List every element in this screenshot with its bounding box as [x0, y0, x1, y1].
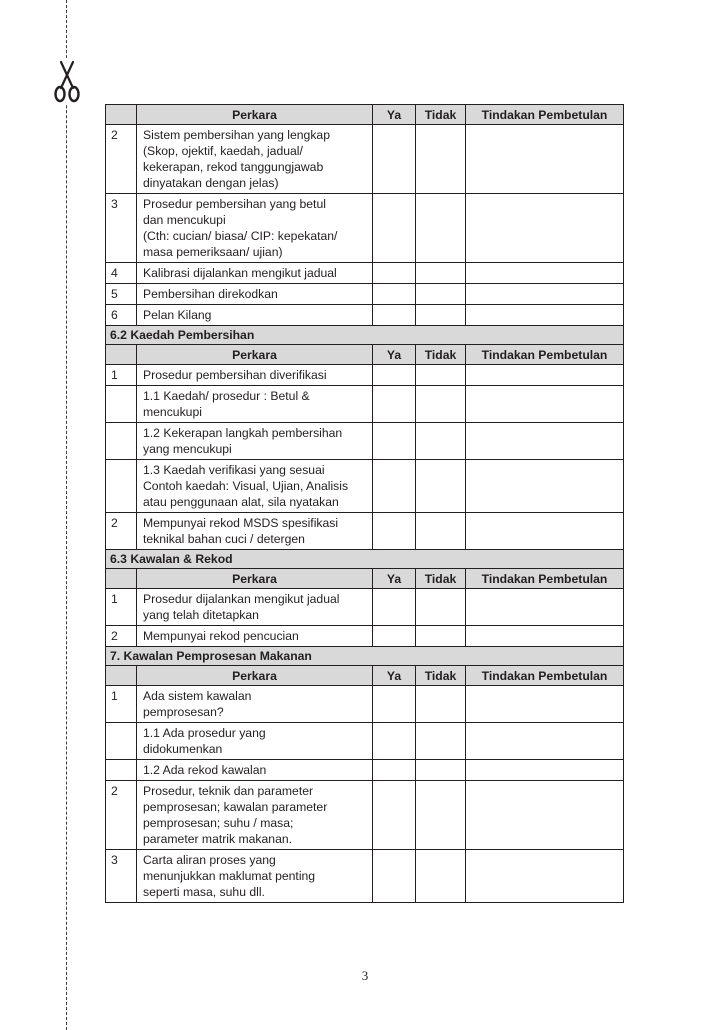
item-number: 5 — [106, 284, 137, 305]
item-text-line: Prosedur pembersihan diverifikasi — [143, 368, 327, 382]
scissors-icon — [52, 58, 82, 104]
table-row — [106, 781, 624, 850]
tidak-checkbox-cell[interactable] — [416, 365, 466, 386]
item-text-line: mencukupi — [143, 405, 202, 419]
tidak-checkbox-cell[interactable] — [416, 850, 466, 903]
item-text-line: didokumenkan — [143, 742, 223, 756]
tidak-checkbox-cell[interactable] — [416, 626, 466, 647]
table-row — [106, 850, 624, 903]
item-text-line: Sistem pembersihan yang lengkap — [143, 128, 330, 142]
table-row — [106, 263, 624, 284]
header-tidak: Tidak — [416, 569, 466, 589]
table-row — [106, 386, 624, 423]
item-text-line: Contoh kaedah: Visual, Ujian, Analisis — [143, 479, 349, 493]
tidak-checkbox-cell[interactable] — [416, 513, 466, 550]
item-text-line: 1.1 Kaedah/ prosedur : Betul & — [143, 389, 310, 403]
item-perkara — [137, 263, 373, 284]
page-number: 3 — [361, 968, 369, 983]
section-title-row — [106, 647, 624, 666]
header-ya: Ya — [373, 569, 416, 589]
tidak-checkbox-cell[interactable] — [416, 460, 466, 513]
ya-checkbox-cell[interactable] — [373, 760, 416, 781]
ya-checkbox-cell[interactable] — [373, 781, 416, 850]
header-tindakan-pembetulan: Tindakan Pembetulan — [466, 105, 624, 125]
item-perkara — [137, 723, 373, 760]
item-number — [106, 423, 137, 460]
header-ya: Ya — [373, 666, 416, 686]
tidak-checkbox-cell[interactable] — [416, 194, 466, 263]
item-number: 3 — [106, 194, 137, 263]
item-text-line: pemprosesan; suhu / masa; — [143, 816, 294, 830]
section-title: 6.2 Kaedah Pembersihan — [106, 326, 624, 345]
item-perkara — [137, 460, 373, 513]
checklist-table — [105, 104, 624, 903]
item-number: 1 — [106, 589, 137, 626]
tidak-checkbox-cell[interactable] — [416, 781, 466, 850]
ya-checkbox-cell[interactable] — [373, 850, 416, 903]
table-row — [106, 460, 624, 513]
item-perkara — [137, 850, 373, 903]
header-tidak: Tidak — [416, 345, 466, 365]
ya-checkbox-cell[interactable] — [373, 263, 416, 284]
item-text-line: Prosedur, teknik dan parameter — [143, 784, 314, 798]
header-no-cell — [106, 569, 137, 589]
header-tindakan-pembetulan: Tindakan Pembetulan — [466, 345, 624, 365]
tidak-checkbox-cell[interactable] — [416, 263, 466, 284]
tindakan-pembetulan-cell[interactable] — [466, 263, 624, 284]
section-title-row — [106, 326, 624, 345]
section-title: 7. Kawalan Pemprosesan Makanan — [106, 647, 624, 666]
tidak-checkbox-cell[interactable] — [416, 305, 466, 326]
table-row — [106, 626, 624, 647]
item-text-line: Carta aliran proses yang — [143, 853, 276, 867]
header-no-cell — [106, 345, 137, 365]
table-row — [106, 589, 624, 626]
table-header-row — [106, 105, 624, 125]
header-perkara: Perkara — [137, 105, 373, 125]
header-ya: Ya — [373, 105, 416, 125]
ya-checkbox-cell[interactable] — [373, 423, 416, 460]
item-perkara — [137, 423, 373, 460]
ya-checkbox-cell[interactable] — [373, 460, 416, 513]
table-header-row — [106, 345, 624, 365]
item-text-line: Pelan Kilang — [143, 308, 212, 322]
ya-checkbox-cell[interactable] — [373, 589, 416, 626]
item-perkara — [137, 194, 373, 263]
item-number — [106, 386, 137, 423]
item-perkara — [137, 686, 373, 723]
header-tindakan-pembetulan: Tindakan Pembetulan — [466, 569, 624, 589]
item-perkara — [137, 626, 373, 647]
item-perkara — [137, 760, 373, 781]
item-perkara — [137, 125, 373, 194]
tidak-checkbox-cell[interactable] — [416, 386, 466, 423]
tindakan-pembetulan-cell[interactable] — [466, 850, 624, 903]
item-number: 1 — [106, 686, 137, 723]
item-text-line: 1.1 Ada prosedur yang — [143, 726, 266, 740]
tindakan-pembetulan-cell[interactable] — [466, 365, 624, 386]
item-text-line: Prosedur dijalankan mengikut jadual — [143, 592, 340, 606]
tindakan-pembetulan-cell[interactable] — [466, 386, 624, 423]
item-text-line: 1.3 Kaedah verifikasi yang sesuai — [143, 463, 325, 477]
item-perkara — [137, 513, 373, 550]
item-text-line: yang mencukupi — [143, 442, 232, 456]
item-text-line: masa pemeriksaan/ ujian) — [143, 245, 283, 259]
tindakan-pembetulan-cell[interactable] — [466, 723, 624, 760]
item-number — [106, 460, 137, 513]
tidak-checkbox-cell[interactable] — [416, 723, 466, 760]
ya-checkbox-cell[interactable] — [373, 284, 416, 305]
item-text-line: dinyatakan dengan jelas) — [143, 176, 279, 190]
ya-checkbox-cell[interactable] — [373, 125, 416, 194]
header-tidak: Tidak — [416, 105, 466, 125]
item-number: 4 — [106, 263, 137, 284]
item-text-line: menunjukkan maklumat penting — [143, 869, 316, 883]
tindakan-pembetulan-cell[interactable] — [466, 194, 624, 263]
header-perkara: Perkara — [137, 345, 373, 365]
tindakan-pembetulan-cell[interactable] — [466, 781, 624, 850]
tidak-checkbox-cell[interactable] — [416, 686, 466, 723]
item-text-line: dan mencukupi — [143, 213, 226, 227]
item-text-line: seperti masa, suhu dll. — [143, 885, 265, 899]
item-perkara — [137, 781, 373, 850]
item-perkara — [137, 386, 373, 423]
tidak-checkbox-cell[interactable] — [416, 589, 466, 626]
ya-checkbox-cell[interactable] — [373, 513, 416, 550]
item-number: 2 — [106, 781, 137, 850]
item-text-line: yang telah ditetapkan — [143, 608, 259, 622]
item-perkara — [137, 305, 373, 326]
item-number: 1 — [106, 365, 137, 386]
tindakan-pembetulan-cell[interactable] — [466, 460, 624, 513]
tindakan-pembetulan-cell[interactable] — [466, 305, 624, 326]
header-ya: Ya — [373, 345, 416, 365]
ya-checkbox-cell[interactable] — [373, 626, 416, 647]
ya-checkbox-cell[interactable] — [373, 686, 416, 723]
item-number: 6 — [106, 305, 137, 326]
tindakan-pembetulan-cell[interactable] — [466, 423, 624, 460]
tindakan-pembetulan-cell[interactable] — [466, 686, 624, 723]
table-row — [106, 365, 624, 386]
header-perkara: Perkara — [137, 666, 373, 686]
table-row — [106, 125, 624, 194]
tidak-checkbox-cell[interactable] — [416, 284, 466, 305]
tidak-checkbox-cell[interactable] — [416, 760, 466, 781]
table-row — [106, 423, 624, 460]
item-text-line: (Skop, ojektif, kaedah, jadual/ — [143, 144, 303, 158]
header-no-cell — [106, 666, 137, 686]
ya-checkbox-cell[interactable] — [373, 305, 416, 326]
tidak-checkbox-cell[interactable] — [416, 125, 466, 194]
table-row — [106, 513, 624, 550]
item-perkara — [137, 284, 373, 305]
item-number: 2 — [106, 626, 137, 647]
item-text-line: (Cth: cucian/ biasa/ CIP: kepekatan/ — [143, 229, 338, 243]
item-text-line: Kalibrasi dijalankan mengikut jadual — [143, 266, 337, 280]
ya-checkbox-cell[interactable] — [373, 386, 416, 423]
item-number — [106, 723, 137, 760]
item-perkara — [137, 365, 373, 386]
item-text-line: pemprosesan? — [143, 705, 224, 719]
ya-checkbox-cell[interactable] — [373, 365, 416, 386]
item-text-line: Ada sistem kawalan — [143, 689, 252, 703]
item-text-line: 1.2 Ada rekod kawalan — [143, 763, 267, 777]
tindakan-pembetulan-cell[interactable] — [466, 626, 624, 647]
item-text-line: kekerapan, rekod tanggungjawab — [143, 160, 324, 174]
table-row — [106, 760, 624, 781]
tindakan-pembetulan-cell[interactable] — [466, 284, 624, 305]
tindakan-pembetulan-cell[interactable] — [466, 589, 624, 626]
item-number — [106, 760, 137, 781]
cut-line — [66, 0, 67, 1030]
header-tidak: Tidak — [416, 666, 466, 686]
header-tindakan-pembetulan: Tindakan Pembetulan — [466, 666, 624, 686]
table-row — [106, 194, 624, 263]
table-header-row — [106, 569, 624, 589]
item-text-line: teknikal bahan cuci / detergen — [143, 532, 305, 546]
item-text-line: Pembersihan direkodkan — [143, 287, 278, 301]
item-text-line: Prosedur pembersihan yang betul — [143, 197, 326, 211]
item-number: 3 — [106, 850, 137, 903]
item-text-line: Mempunyai rekod MSDS spesifikasi — [143, 516, 339, 530]
item-text-line: parameter matrik makanan. — [143, 832, 293, 846]
tindakan-pembetulan-cell[interactable] — [466, 513, 624, 550]
table-row — [106, 284, 624, 305]
table-row — [106, 723, 624, 760]
tindakan-pembetulan-cell[interactable] — [466, 125, 624, 194]
item-text-line: atau penggunaan alat, sila nyatakan — [143, 495, 339, 509]
item-number: 2 — [106, 125, 137, 194]
ya-checkbox-cell[interactable] — [373, 723, 416, 760]
header-no-cell — [106, 105, 137, 125]
ya-checkbox-cell[interactable] — [373, 194, 416, 263]
header-perkara: Perkara — [137, 569, 373, 589]
tidak-checkbox-cell[interactable] — [416, 423, 466, 460]
item-text-line: pemprosesan; kawalan parameter — [143, 800, 328, 814]
tindakan-pembetulan-cell[interactable] — [466, 760, 624, 781]
item-number: 2 — [106, 513, 137, 550]
item-perkara — [137, 589, 373, 626]
table-row — [106, 686, 624, 723]
section-title-row — [106, 550, 624, 569]
table-row — [106, 305, 624, 326]
item-text-line: 1.2 Kekerapan langkah pembersihan — [143, 426, 343, 440]
table-header-row — [106, 666, 624, 686]
section-title: 6.3 Kawalan & Rekod — [106, 550, 624, 569]
item-text-line: Mempunyai rekod pencucian — [143, 629, 299, 643]
